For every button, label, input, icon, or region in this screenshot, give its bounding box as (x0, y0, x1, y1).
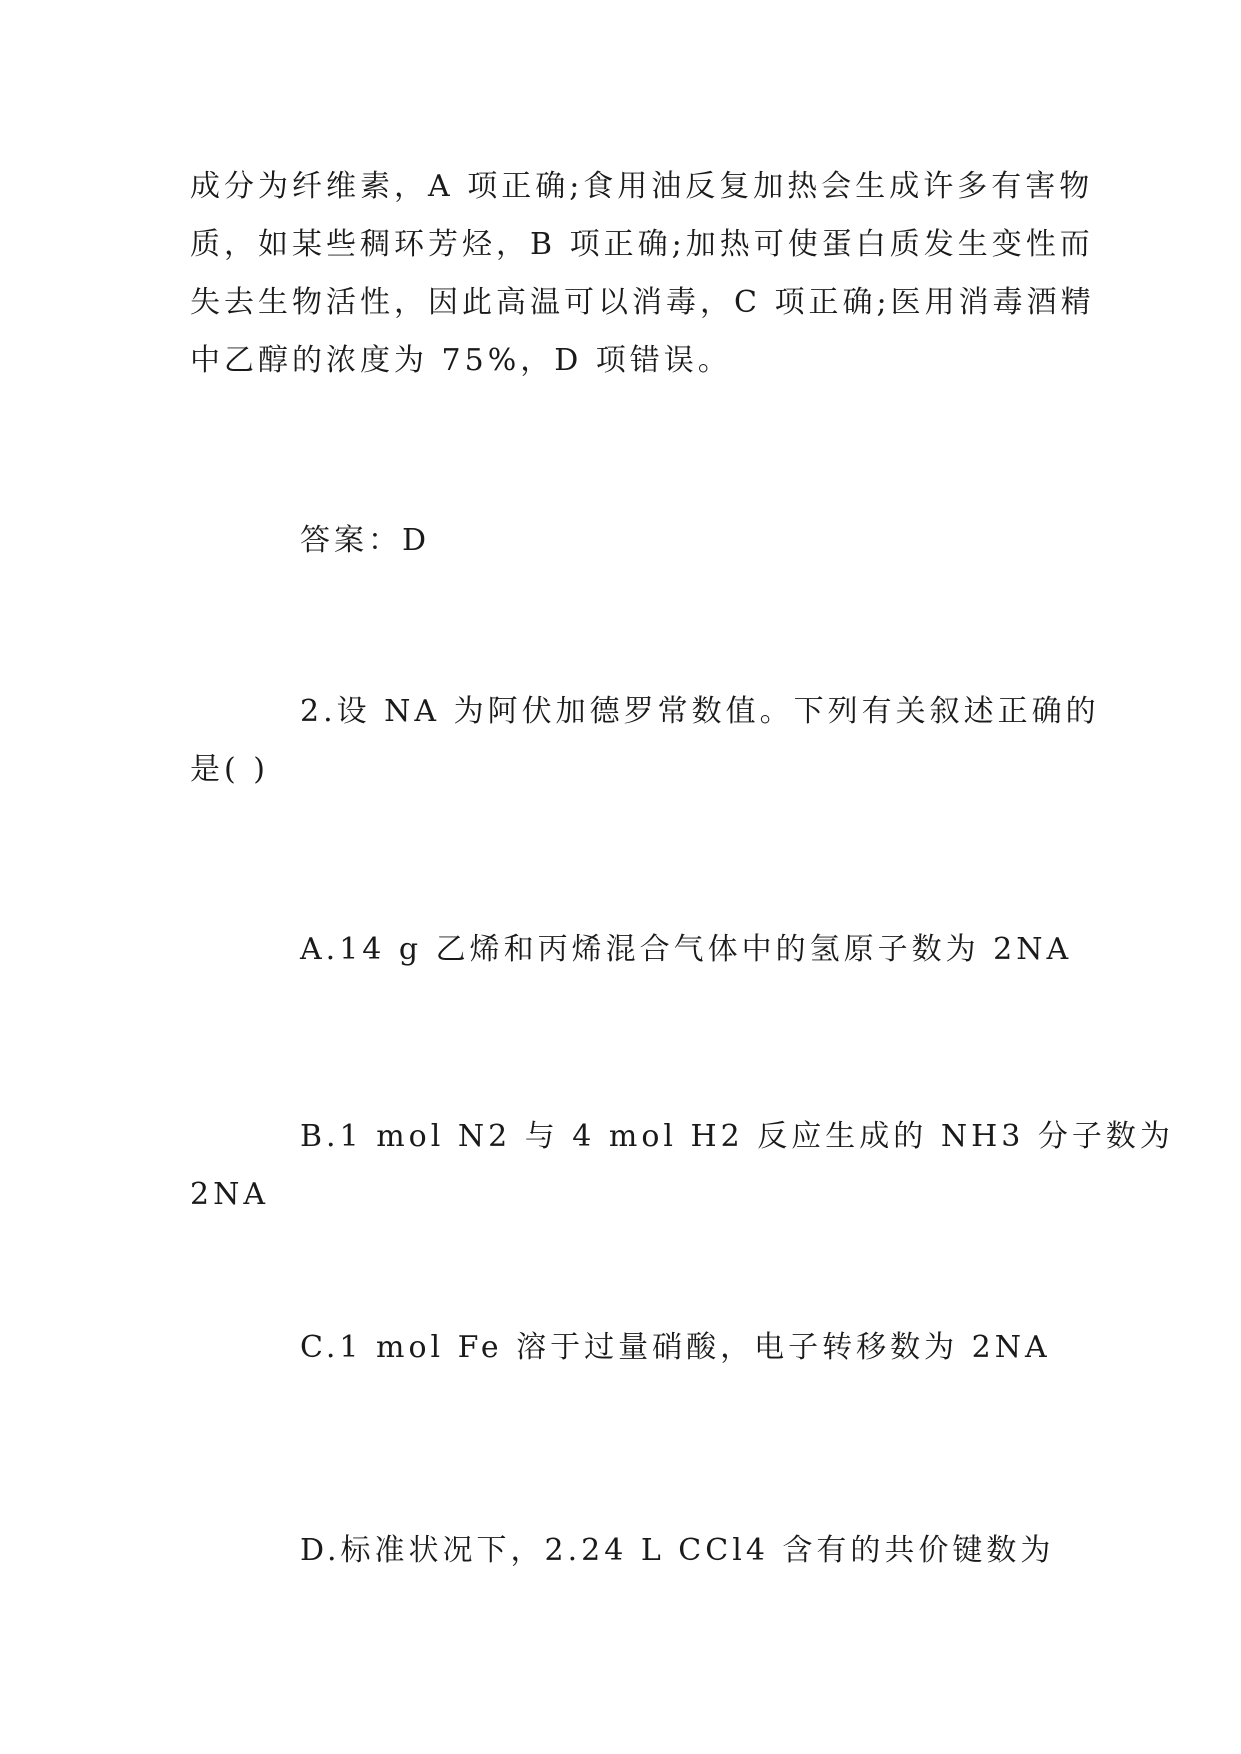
question-line-1: 2.设 NA 为阿伏加德罗常数值。下列有关叙述正确的 (300, 694, 1100, 729)
option-a (190, 921, 1073, 979)
option-b-line-1: B.1 mol N2 与 4 mol H2 反应生成的 NH3 分子数为 (300, 1119, 1174, 1154)
explanation-paragraph (190, 158, 1095, 390)
option-b-line-2: 2NA (190, 1177, 270, 1212)
question-paragraph (190, 683, 1100, 799)
explanation-line-2: 质，如某些稠环芳烃，B 项正确;加热可使蛋白质发生变性而 (190, 227, 1094, 262)
option-d (190, 1522, 1055, 1580)
option-d-text: D.标准状况下，2.24 L CCl4 含有的共价键数为 (300, 1533, 1055, 1568)
answer-text: 答案：D (300, 523, 431, 558)
explanation-line-1: 成分为纤维素，A 项正确;食用油反复加热会生成许多有害物 (190, 169, 1094, 204)
answer-paragraph (190, 512, 1050, 570)
explanation-line-3: 失去生物活性，因此高温可以消毒，C 项正确;医用消毒酒精 (190, 285, 1095, 320)
option-c (190, 1319, 1050, 1377)
option-b (190, 1108, 1174, 1224)
option-a-text: A.14 g 乙烯和丙烯混合气体中的氢原子数为 2NA (300, 932, 1073, 967)
option-c-text: C.1 mol Fe 溶于过量硝酸，电子转移数为 2NA (300, 1330, 1051, 1365)
explanation-line-4: 中乙醇的浓度为 75%，D 项错误。 (190, 343, 732, 378)
question-line-2: 是( ) (190, 752, 269, 787)
